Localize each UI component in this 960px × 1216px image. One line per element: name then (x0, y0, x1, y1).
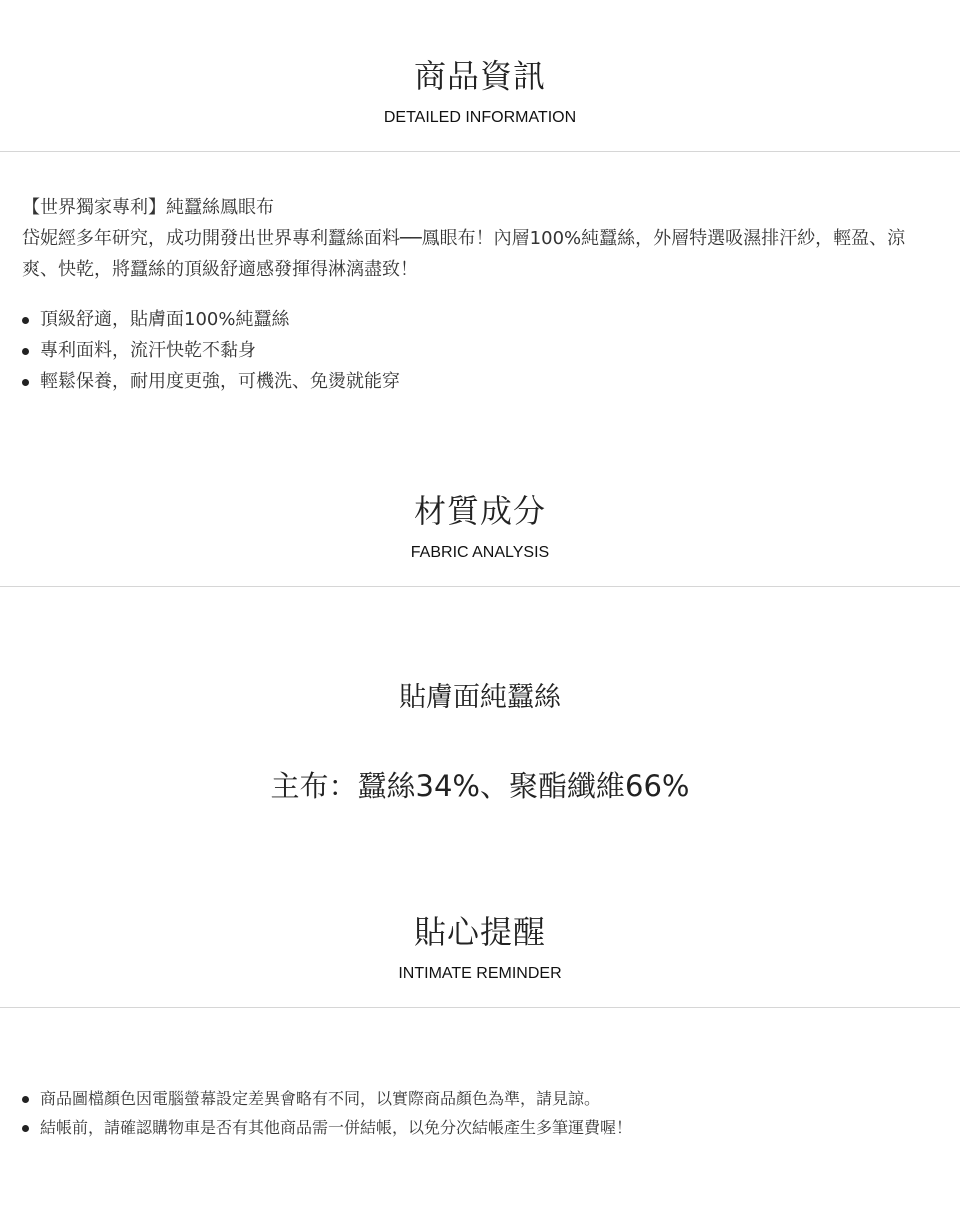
feature-list (20, 304, 400, 397)
fabric-layer-label: 貼膚面純蠶絲 (399, 682, 561, 713)
reminder-list (20, 1084, 632, 1142)
reminder-item: 商品圖檔顏色因電腦螢幕設定差異會略有不同，以實際商品顏色為準，請見諒。 (20, 1084, 632, 1113)
product-intro (22, 192, 922, 285)
info-title: 商品資訊 (413, 57, 546, 95)
feature-item: 專利面料，流汗快乾不黏身 (20, 335, 400, 366)
info-subtitle: DETAILED INFORMATION (383, 109, 577, 126)
reminder-subtitle: INTIMATE REMINDER (398, 965, 562, 982)
feature-item: 頂級舒適，貼膚面100%純蠶絲 (20, 304, 400, 335)
info-section-header (0, 56, 960, 128)
reminder-item: 結帳前，請確認購物車是否有其他商品需一併結帳，以免分次結帳產生多筆運費喔！ (20, 1113, 632, 1142)
reminder-title: 貼心提醒 (413, 913, 546, 951)
fabric-title: 材質成分 (413, 492, 546, 530)
fabric-subtitle: FABRIC ANALYSIS (410, 544, 550, 561)
feature-item: 輕鬆保養，耐用度更強，可機洗、免燙就能穿 (20, 366, 400, 397)
fabric-composition: 主布：蠶絲34%、聚酯纖維66% (270, 769, 690, 803)
fabric-section-header (0, 491, 960, 563)
product-description: 岱妮經多年研究，成功開發出世界專利蠶絲面料──鳳眼布！內層100%純蠶絲，外層特選吸濕排汗紗，輕盈、涼爽、快乾，將蠶絲的頂級舒適感發揮得淋漓盡致！ (22, 228, 906, 280)
divider (0, 151, 960, 152)
divider (0, 586, 960, 587)
reminder-section-header (0, 912, 960, 984)
divider (0, 1007, 960, 1008)
product-headline: 【世界獨家專利】純蠶絲鳳眼布 (22, 197, 274, 218)
